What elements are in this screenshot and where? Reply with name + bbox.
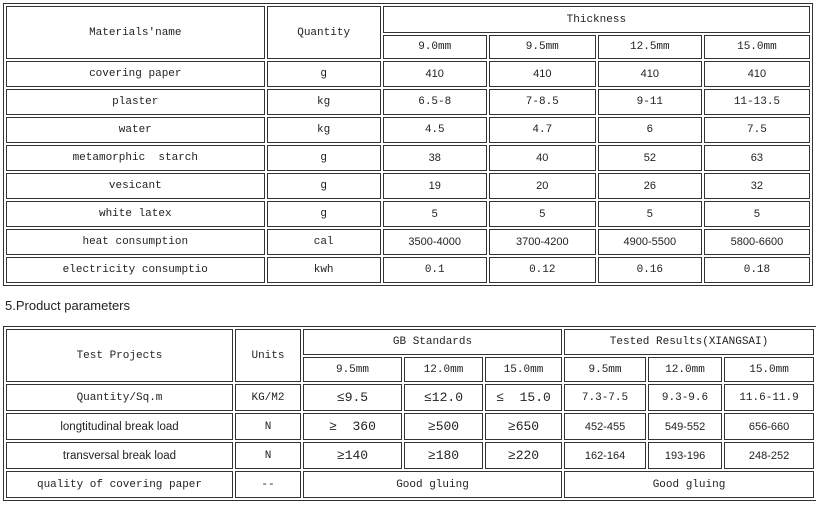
gb-value: ≤12.0 bbox=[404, 384, 483, 411]
gb-value: ≥180 bbox=[404, 442, 483, 469]
material-value: 4900-5500 bbox=[598, 229, 702, 255]
tested-value: 11.6-11.9 bbox=[724, 384, 814, 411]
material-name: heat consumption bbox=[6, 229, 265, 255]
material-value: 0.16 bbox=[598, 257, 702, 283]
material-value: 6.5-8 bbox=[383, 89, 487, 115]
table-row bbox=[6, 442, 814, 469]
table-row bbox=[6, 201, 810, 227]
material-name: plaster bbox=[6, 89, 265, 115]
table-row bbox=[6, 413, 814, 440]
tested-value: 248-252 bbox=[724, 442, 814, 469]
test-unit: N bbox=[235, 442, 301, 469]
material-value: 32 bbox=[704, 173, 810, 199]
test-name: longtitudinal break load bbox=[6, 413, 233, 440]
material-name: water bbox=[6, 117, 265, 143]
header-thickness-size: 12.5mm bbox=[598, 35, 702, 59]
product-parameters-table bbox=[3, 326, 816, 501]
material-name: electricity consumptio bbox=[6, 257, 265, 283]
material-name: covering paper bbox=[6, 61, 265, 87]
section-title: 5.Product parameters bbox=[5, 298, 131, 313]
material-value: 3500-4000 bbox=[383, 229, 487, 255]
header-quantity: Quantity bbox=[267, 6, 381, 59]
table-row bbox=[6, 117, 810, 143]
material-value: 52 bbox=[598, 145, 702, 171]
table-row bbox=[6, 229, 810, 255]
material-value: 20 bbox=[489, 173, 596, 199]
header-gb-size: 15.0mm bbox=[485, 357, 562, 382]
material-value: 410 bbox=[383, 61, 487, 87]
material-name: white latex bbox=[6, 201, 265, 227]
material-value: 5 bbox=[704, 201, 810, 227]
material-value: 4.7 bbox=[489, 117, 596, 143]
material-unit: cal bbox=[267, 229, 381, 255]
table-row bbox=[6, 173, 810, 199]
material-unit: kwh bbox=[267, 257, 381, 283]
tested-value: 9.3-9.6 bbox=[648, 384, 722, 411]
material-name: metamorphic starch bbox=[6, 145, 265, 171]
test-name: Quantity/Sq.m bbox=[6, 384, 233, 411]
material-value: 0.1 bbox=[383, 257, 487, 283]
tested-value: 656-660 bbox=[724, 413, 814, 440]
table-row bbox=[6, 257, 810, 283]
material-value: 63 bbox=[704, 145, 810, 171]
header-tested-size: 15.0mm bbox=[724, 357, 814, 382]
material-value: 5 bbox=[489, 201, 596, 227]
header-materials-name: Materials'name bbox=[6, 6, 265, 59]
table-row bbox=[6, 471, 814, 498]
test-unit: -- bbox=[235, 471, 301, 498]
material-value: 5800-6600 bbox=[704, 229, 810, 255]
material-value: 410 bbox=[489, 61, 596, 87]
gb-value: Good gluing bbox=[303, 471, 562, 498]
table-row bbox=[6, 89, 810, 115]
material-value: 410 bbox=[598, 61, 702, 87]
material-value: 6 bbox=[598, 117, 702, 143]
test-name: quality of covering paper bbox=[6, 471, 233, 498]
table-row bbox=[6, 145, 810, 171]
tested-value: 162-164 bbox=[564, 442, 646, 469]
material-value: 26 bbox=[598, 173, 702, 199]
material-value: 40 bbox=[489, 145, 596, 171]
gb-value: ≤ 15.0 bbox=[485, 384, 562, 411]
gb-value: ≤9.5 bbox=[303, 384, 402, 411]
material-value: 38 bbox=[383, 145, 487, 171]
material-value: 0.18 bbox=[704, 257, 810, 283]
table-row bbox=[6, 61, 810, 87]
tested-value: 452-455 bbox=[564, 413, 646, 440]
tested-value: Good gluing bbox=[564, 471, 814, 498]
material-value: 5 bbox=[598, 201, 702, 227]
gb-value: ≥140 bbox=[303, 442, 402, 469]
material-value: 19 bbox=[383, 173, 487, 199]
tested-value: 7.3-7.5 bbox=[564, 384, 646, 411]
material-unit: kg bbox=[267, 89, 381, 115]
material-value: 9-11 bbox=[598, 89, 702, 115]
test-unit: N bbox=[235, 413, 301, 440]
header-tested-size: 9.5mm bbox=[564, 357, 646, 382]
material-value: 4.5 bbox=[383, 117, 487, 143]
material-unit: g bbox=[267, 173, 381, 199]
material-unit: kg bbox=[267, 117, 381, 143]
gb-value: ≥500 bbox=[404, 413, 483, 440]
header-thickness-size: 9.5mm bbox=[489, 35, 596, 59]
gb-value: ≥220 bbox=[485, 442, 562, 469]
test-name: transversal break load bbox=[6, 442, 233, 469]
table-row bbox=[6, 384, 814, 411]
material-value: 5 bbox=[383, 201, 487, 227]
header-tested-size: 12.0mm bbox=[648, 357, 722, 382]
materials-table bbox=[3, 3, 813, 286]
material-unit: g bbox=[267, 201, 381, 227]
header-units: Units bbox=[235, 329, 301, 382]
material-name: vesicant bbox=[6, 173, 265, 199]
header-gb-size: 9.5mm bbox=[303, 357, 402, 382]
material-unit: g bbox=[267, 61, 381, 87]
header-gb-standards: GB Standards bbox=[303, 329, 562, 355]
material-value: 7.5 bbox=[704, 117, 810, 143]
header-test-projects: Test Projects bbox=[6, 329, 233, 382]
material-value: 11-13.5 bbox=[704, 89, 810, 115]
material-value: 7-8.5 bbox=[489, 89, 596, 115]
material-value: 410 bbox=[704, 61, 810, 87]
header-thickness-size: 15.0mm bbox=[704, 35, 810, 59]
tested-value: 549-552 bbox=[648, 413, 722, 440]
header-tested-results: Tested Results(XIANGSAI) bbox=[564, 329, 814, 355]
material-value: 3700-4200 bbox=[489, 229, 596, 255]
header-thickness-size: 9.0mm bbox=[383, 35, 487, 59]
test-unit: KG/M2 bbox=[235, 384, 301, 411]
material-unit: g bbox=[267, 145, 381, 171]
gb-value: ≥650 bbox=[485, 413, 562, 440]
header-gb-size: 12.0mm bbox=[404, 357, 483, 382]
tested-value: 193-196 bbox=[648, 442, 722, 469]
header-thickness: Thickness bbox=[383, 6, 810, 33]
material-value: 0.12 bbox=[489, 257, 596, 283]
gb-value: ≥ 360 bbox=[303, 413, 402, 440]
